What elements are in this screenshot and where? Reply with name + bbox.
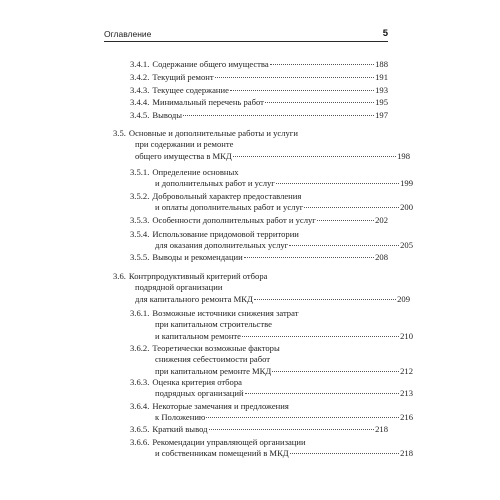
toc-entry[interactable] <box>130 59 388 70</box>
toc-entry-text: Рекомендации управляющей организации <box>152 437 306 447</box>
leader-dots <box>244 257 374 258</box>
leader-dots <box>233 156 396 157</box>
toc-entry[interactable] <box>130 215 388 226</box>
toc-entry-text: и капитальном ремонте <box>155 330 241 341</box>
toc-entry-page: 188 <box>375 59 388 69</box>
leader-dots <box>245 393 400 394</box>
toc-entry-line <box>113 271 388 282</box>
toc-entry-text: Некоторые замечания и предложения <box>152 401 289 411</box>
toc-entry-line <box>130 354 388 365</box>
toc-entry-line <box>113 139 388 150</box>
toc-entry-page: 195 <box>375 97 388 107</box>
toc-entry-number: 3.5.4. <box>130 229 150 239</box>
leader-dots <box>270 64 374 65</box>
leader-dots <box>304 207 399 208</box>
toc-entry-page: 200 <box>400 202 413 213</box>
toc-entry-text: при капитальном строительстве <box>155 319 272 330</box>
toc-entry-line <box>130 319 388 330</box>
toc-entry-last-line <box>130 202 413 213</box>
toc-entry-number: 3.5. <box>113 128 126 138</box>
toc-entry-line <box>130 448 413 459</box>
toc-entry-number: 3.5.2. <box>130 191 150 201</box>
toc-entry-last-line <box>113 151 410 162</box>
toc-entry-line <box>130 191 388 202</box>
toc-entry-number: 3.4.4. <box>130 97 150 107</box>
toc-entry-line <box>130 401 388 412</box>
toc-entry-last-line <box>130 424 388 435</box>
toc-entry-page: 218 <box>400 448 413 459</box>
toc-entry-number: 3.6.6. <box>130 437 150 447</box>
toc-entry-last-line <box>130 97 388 108</box>
toc-entry-line <box>130 437 388 448</box>
leader-dots <box>206 417 399 418</box>
toc-entry[interactable] <box>130 110 388 121</box>
toc-entry-page: 210 <box>400 330 413 341</box>
leader-dots <box>242 336 399 337</box>
leader-dots <box>289 245 399 246</box>
toc-entry-text: общего имущества в МКД <box>135 150 232 161</box>
toc-entry-page: 197 <box>375 110 388 120</box>
toc-entry-last-line <box>130 215 388 226</box>
toc-entry-page: 191 <box>375 72 388 82</box>
toc-entry-last-line <box>130 252 388 263</box>
toc-entry-line <box>130 377 388 388</box>
toc-entry-text: и собственникам помещений в МКД <box>155 448 289 459</box>
toc-entry-text: Определение основных <box>152 167 239 177</box>
toc-entry-number: 3.6.3. <box>130 377 150 387</box>
toc-entry[interactable] <box>130 97 388 108</box>
toc-entry-page: 213 <box>400 388 413 399</box>
toc-entry-last-line <box>130 412 413 423</box>
toc-entry-text: к Положению <box>155 412 206 423</box>
toc-entry-line <box>130 343 388 354</box>
toc-entry-number: 3.4.3. <box>130 85 150 95</box>
toc-entry-last-line <box>130 72 388 83</box>
toc-entry-text: для оказания дополнительных услуг <box>155 240 289 251</box>
toc-entry-text: Краткий вывод <box>152 424 208 434</box>
leader-dots <box>276 183 399 184</box>
toc-entry-number: 3.5.3. <box>130 215 150 225</box>
leader-dots <box>183 115 374 116</box>
page-number: 5 <box>382 28 388 39</box>
toc-entry-number: 3.4.2. <box>130 72 150 82</box>
leader-dots <box>272 371 399 372</box>
leader-dots <box>209 429 375 430</box>
toc-entry-text: подрядной организации <box>135 282 223 293</box>
toc-entry-number: 3.6.2. <box>130 343 150 353</box>
toc-entry-number: 3.5.5. <box>130 252 150 262</box>
toc-entry-last-line <box>113 294 410 305</box>
toc-entry-text: Текущий ремонт <box>152 72 214 82</box>
toc-entry[interactable] <box>130 377 413 400</box>
toc-entry-last-line <box>130 59 388 70</box>
toc-entry-text: при капитальном ремонте МКД <box>155 365 272 376</box>
toc-entry-text: при содержании и ремонте <box>135 139 234 150</box>
toc-entry-page: 218 <box>375 424 388 434</box>
toc-entry-text: Особенности дополнительных работ и услуг <box>152 215 316 225</box>
toc-entry-number: 3.6.5. <box>130 424 150 434</box>
toc-entry-text: снижения себестоимости работ <box>155 354 271 365</box>
toc-entry-number: 3.5.1. <box>130 167 150 177</box>
toc-entry-text: Минимальный перечень работ <box>152 97 264 107</box>
toc-entry[interactable] <box>130 401 413 424</box>
toc-entry-text: Основные и дополнительные работы и услуги <box>128 128 298 138</box>
toc-entry-text: и оплаты дополнительных работ и услуг <box>155 202 304 213</box>
toc-entry-text: Содержание общего имущества <box>152 59 269 69</box>
toc-entry-text: Использование придомовой территории <box>152 229 299 239</box>
toc-entry-line <box>130 167 388 178</box>
toc-entry[interactable] <box>130 167 413 190</box>
toc-entry[interactable] <box>130 85 388 96</box>
toc-entry-line <box>130 229 388 240</box>
toc-entry-last-line <box>130 388 413 399</box>
toc-entry[interactable] <box>130 437 413 460</box>
toc-entry-text: Добровольный характер предоставления <box>152 191 302 201</box>
toc-entry-last-line <box>130 366 413 377</box>
toc-entry-text: Оценка критерия отбора <box>152 377 242 387</box>
toc-entry[interactable] <box>130 343 413 377</box>
toc-entry-line <box>113 282 388 293</box>
running-header-title: Оглавление <box>104 29 152 39</box>
leader-dots <box>290 453 399 454</box>
toc-entry-text: Текущее содержание <box>152 85 229 95</box>
toc-entry-number: 3.6.1. <box>130 308 150 318</box>
toc-entry-page: 193 <box>375 85 388 95</box>
toc-entry-page: 199 <box>400 178 413 189</box>
toc-entry-last-line <box>130 178 413 189</box>
leader-dots <box>254 299 396 300</box>
toc-entry[interactable] <box>130 229 413 252</box>
toc-entry-page: 205 <box>400 240 413 251</box>
toc-entry-page: 202 <box>375 215 388 225</box>
toc-entry[interactable] <box>130 308 413 342</box>
toc-entry-text: Выводы и рекомендации <box>152 252 243 262</box>
toc-entry[interactable] <box>130 191 413 214</box>
toc-entry-last-line <box>130 240 413 251</box>
toc-entry-page: 212 <box>400 365 413 376</box>
toc-entry-last-line <box>130 85 388 96</box>
toc-entry-last-line <box>130 110 388 121</box>
toc-entry-text: Теоретически возможные факторы <box>152 343 280 353</box>
toc-entry-text: Выводы <box>152 110 183 120</box>
toc-entry-line <box>113 128 388 139</box>
toc-entry-text: подрядных организаций <box>155 388 244 399</box>
toc-entry-number: 3.6.4. <box>130 401 150 411</box>
toc-entry-page: 209 <box>397 293 410 304</box>
toc-entry-page: 198 <box>397 150 410 161</box>
toc-entry-text: и дополнительных работ и услуг <box>155 178 275 189</box>
toc-entry-number: 3.4.5. <box>130 110 150 120</box>
toc-entry-text: для капитального ремонта МКД <box>135 293 253 304</box>
toc-entry-last-line <box>130 331 413 342</box>
leader-dots <box>265 102 374 103</box>
leader-dots <box>317 220 374 221</box>
leader-dots <box>230 90 374 91</box>
toc-section-entry[interactable] <box>113 271 410 305</box>
toc-entry-text: Контрпродуктивный критерий отбора <box>128 271 268 281</box>
toc-entry-page: 208 <box>375 252 388 262</box>
toc-entry-line <box>130 308 388 319</box>
toc-entry[interactable] <box>130 72 388 83</box>
toc-entry-page: 216 <box>400 412 413 423</box>
toc-entry[interactable] <box>130 424 388 435</box>
toc-entry[interactable] <box>130 252 388 263</box>
toc-entry-number: 3.6. <box>113 271 126 281</box>
leader-dots <box>215 77 375 78</box>
toc-section-entry[interactable] <box>113 128 410 162</box>
toc-entry-text: Возможные источники снижения затрат <box>152 308 299 318</box>
toc-entry-number: 3.4.1. <box>130 59 150 69</box>
